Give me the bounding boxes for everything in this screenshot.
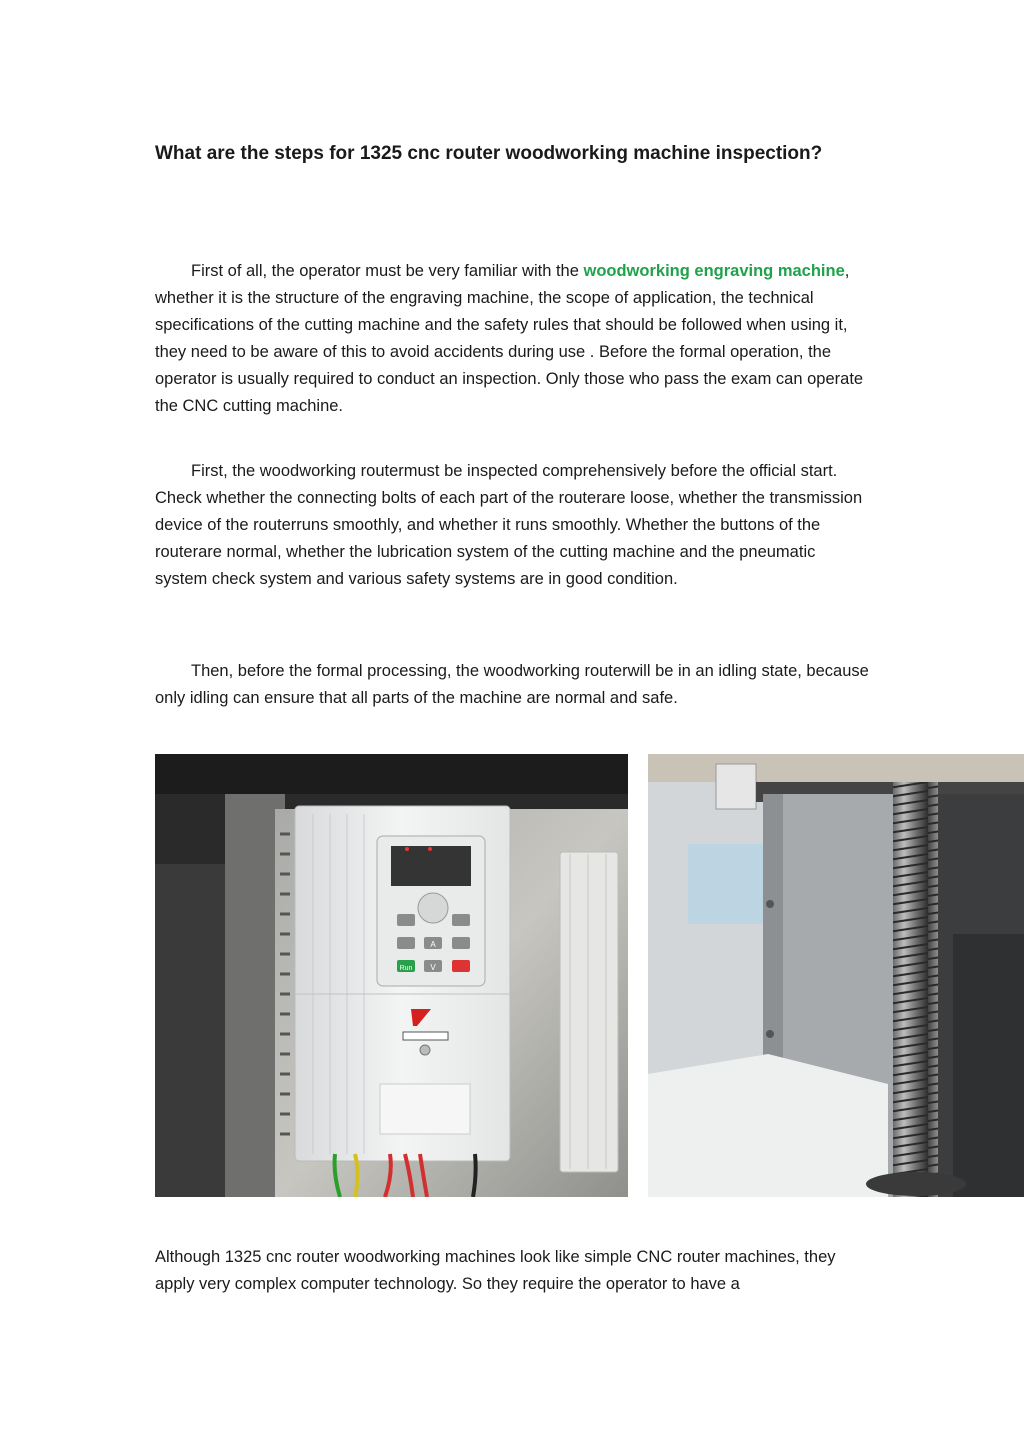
svg-text:V: V: [430, 963, 436, 972]
ball-screw-photo: [648, 754, 1024, 1197]
ball-screw-photo-icon: [648, 754, 1024, 1197]
paragraph-operator-requirements: Although 1325 cnc router woodworking machines look like simple CNC router machines, they apply very complex computer technology. So they require the operator to have a: [155, 1248, 836, 1293]
article-title: What are the steps for 1325 cnc router woodworking machine inspection?: [155, 143, 823, 164]
inverter-photo: [155, 754, 628, 1197]
svg-text:A: A: [430, 940, 436, 949]
paragraph-idling: Then, before the formal processing, the woodworking routerwill be in an idling state, because only idling can ensure that all parts of the machine are normal and safe.: [155, 662, 869, 707]
paragraph-intro: [155, 258, 870, 420]
paragraph-inspection: First, the woodworking routermust be inspected comprehensively before the official start. Check whether the connecting bolts of each part of the routerare loose, whether the transmission device of the routerruns smoothly, and whether it runs smoothly. Whether the buttons of the routerare normal, whether the lubrication system of the cutting machine and the pneumatic system check system and various safety systems are in good condition.: [155, 462, 863, 588]
inverter-control-panel-photo-icon: [155, 754, 628, 1197]
woodworking-engraving-machine-link[interactable]: woodworking engraving machine: [583, 262, 845, 280]
intro-text-end: , whether it is the structure of the engraving machine, the scope of application, the technical specifications of the cutting machine and the safety rules that should be followed when using it, they need to be aware of this to avoid accidents during use . Before the formal operation, the operator is usually required to conduct an inspection. Only those who pass the exam can operate the CNC cutting machine.: [155, 262, 864, 415]
svg-text:Run: Run: [399, 965, 413, 972]
intro-text-start: First of all, the operator must be very familiar with the: [191, 262, 584, 280]
